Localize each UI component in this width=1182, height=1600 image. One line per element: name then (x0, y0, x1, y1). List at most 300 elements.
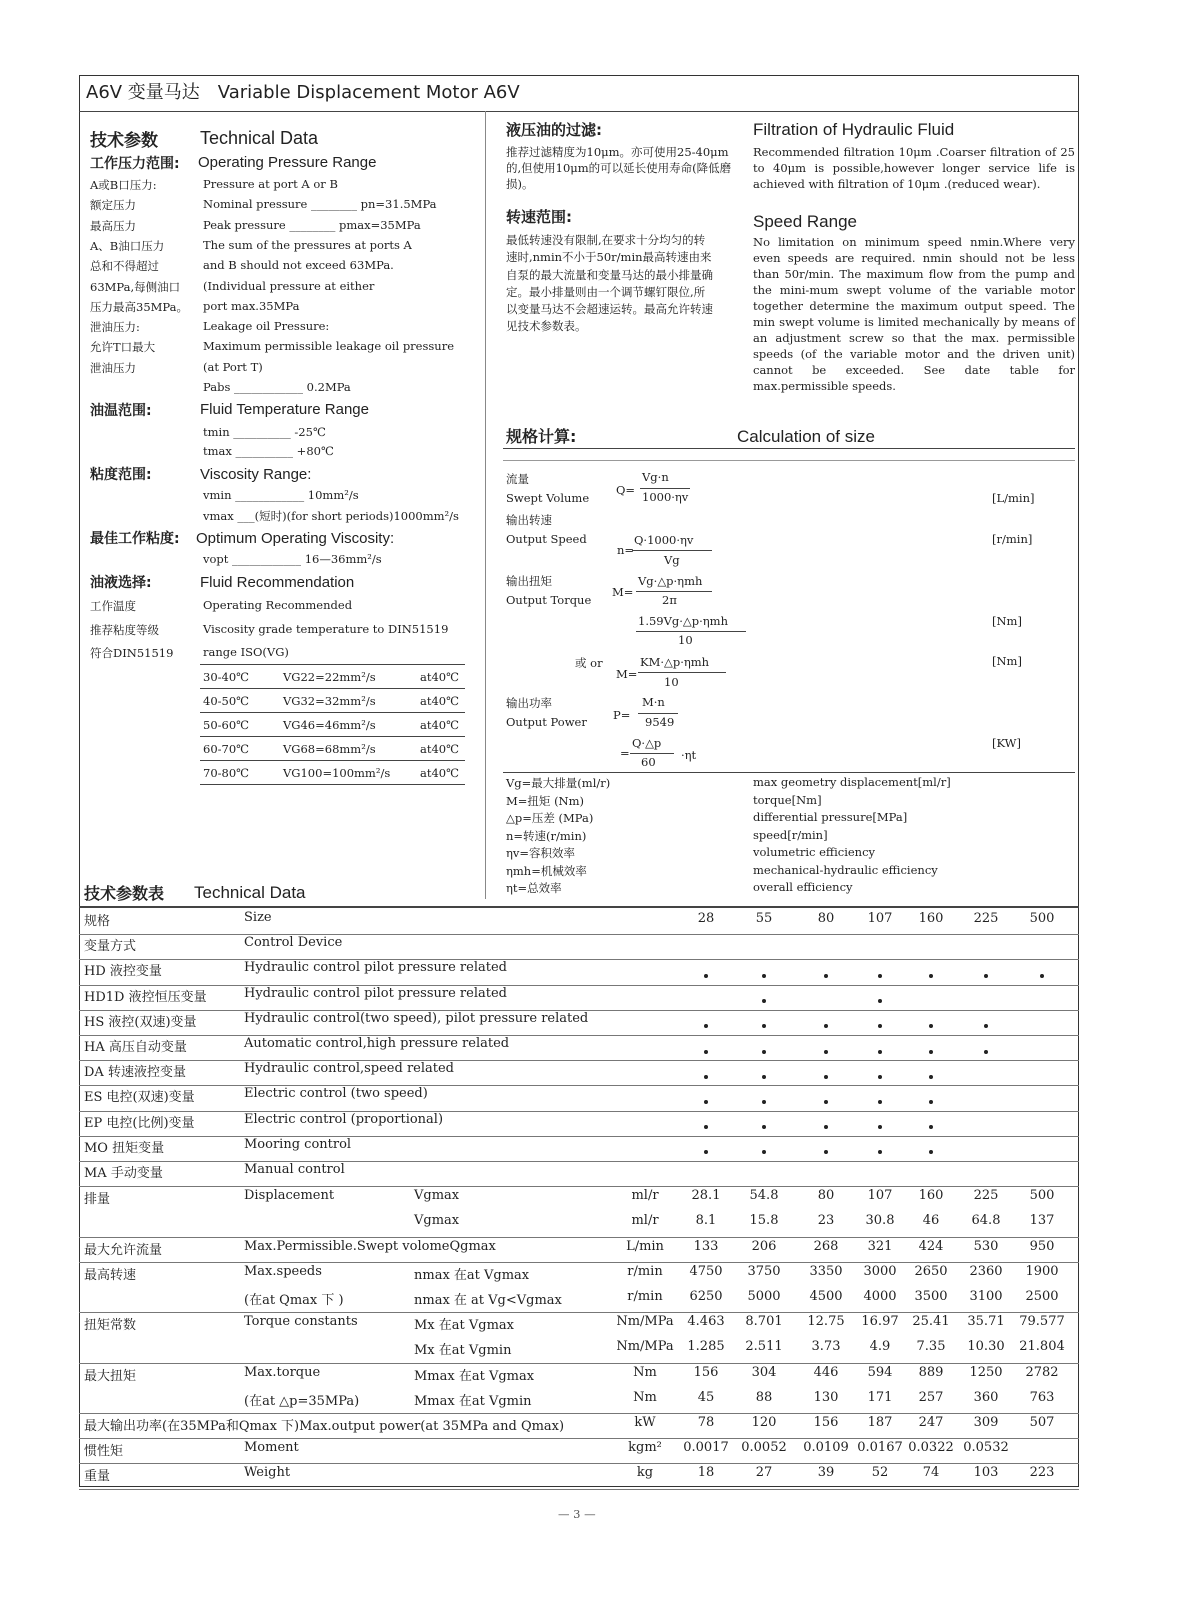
fluid-row-cn: 工作温度 (90, 599, 136, 613)
control-row-en: Electric control (proportional) (244, 1111, 444, 1127)
table-title-en: Technical Data (194, 883, 306, 902)
data-cell: 45 (697, 1389, 715, 1405)
pressure-row-cn: 63MPa,每侧油口 (90, 279, 181, 294)
data-cell: 5000 (747, 1289, 781, 1304)
data-row-en: Displacement (244, 1188, 335, 1204)
data-cell: 23 (817, 1213, 835, 1229)
data-row-symbol: nmax 在 at Vg<Vgmax (414, 1293, 562, 1308)
data-row-en: Max.torque (244, 1364, 321, 1380)
torque3-den: 10 (664, 675, 679, 689)
visc-table-grade: VG22=22mm²/s (283, 670, 376, 684)
pressure-row-en: (at Port T) (203, 359, 263, 374)
calc-divider-2 (503, 460, 1075, 461)
data-row-cn: 最大扭矩 (84, 1368, 137, 1384)
speed-title-en: Speed Range (753, 212, 857, 231)
control-row-en: Size (244, 910, 272, 925)
data-cell: 304 (751, 1364, 777, 1380)
availability-dot (878, 974, 882, 978)
visc-table-grade: VG68=68mm²/s (283, 742, 376, 756)
table-row-rule (79, 1312, 1079, 1313)
data-row-unit: L/min (626, 1238, 664, 1254)
data-cell: 39 (817, 1465, 835, 1481)
flow-en: Swept Volume (506, 491, 590, 505)
flow-den: 1000·ηv (642, 490, 689, 504)
data-row-unit: kg (636, 1465, 654, 1481)
control-row-en: Automatic control,high pressure related (244, 1036, 510, 1051)
availability-dot (704, 1050, 708, 1054)
pressure-row-cn: 最高压力 (90, 218, 136, 233)
power-en: Output Power (506, 715, 587, 729)
pressure-row-en: (Individual pressure at either (203, 278, 375, 293)
visc-table-rule (200, 712, 465, 713)
data-cell: 74 (922, 1465, 940, 1481)
visc-title-en: Viscosity Range: (200, 466, 312, 483)
legend-cn: Vg=最大排量(ml/r) (506, 776, 611, 790)
visc-table-at: at40℃ (420, 670, 459, 684)
availability-dot (762, 1100, 766, 1104)
data-cell: 15.8 (749, 1213, 779, 1229)
pressure-row-cn: 泄油压力 (90, 360, 136, 375)
data-cell: 52 (871, 1465, 889, 1481)
data-cell: 12.75 (807, 1314, 845, 1330)
data-cell: 2650 (914, 1263, 948, 1279)
size-header-cell: 107 (867, 911, 893, 926)
availability-dot (704, 1100, 708, 1104)
table-row-rule (79, 1111, 1079, 1112)
data-row-unit: kgm² (628, 1440, 662, 1456)
control-row-en: Hydraulic control pilot pressure related (244, 985, 507, 1001)
data-cell: 321 (867, 1238, 893, 1254)
data-cell: 225 (973, 1188, 999, 1204)
calc-title-cn: 规格计算: (506, 427, 577, 446)
filtration-text-cn: 推荐过滤精度为10μm。亦可使用25-40μm的,但使用10μm的可以延长使用寿命(降低磨损)。 (506, 145, 732, 191)
calc-title-en: Calculation of size (737, 427, 875, 446)
power-num: M·n (642, 695, 665, 709)
table-row-rule (79, 1035, 1079, 1036)
control-row-cn: HD 液控变量 (84, 964, 162, 980)
legend-en: differential pressure[MPa] (753, 810, 908, 824)
filtration-title-cn: 液压油的过滤: (506, 121, 602, 139)
torque-unit: [Nm] (992, 614, 1022, 628)
availability-dot (762, 1075, 766, 1079)
torque-en: Output Torque (506, 593, 592, 607)
legend-en: max geometry displacement[ml/r] (753, 775, 951, 789)
data-cell: 137 (1029, 1213, 1055, 1229)
data-cell: 0.0167 (857, 1440, 903, 1456)
control-row-en: Hydraulic control pilot pressure related (244, 960, 507, 976)
data-cell: 2782 (1025, 1364, 1059, 1380)
table-row-rule (79, 1186, 1079, 1187)
torque-den: 2π (662, 593, 677, 607)
data-cell: 27 (755, 1465, 773, 1481)
visc-table-temp: 60-70℃ (203, 742, 250, 756)
speed-en-label: Output Speed (506, 532, 587, 546)
data-cell: 88 (755, 1389, 773, 1405)
control-row-en: Hydraulic control(two speed), pilot pressure related (244, 1010, 589, 1026)
tech-title-cn: 技术参数 (90, 131, 158, 151)
pressure-row-en: Peak pressure ________ pmax=35MPa (203, 217, 421, 232)
fluid-row-cn: 符合DIN51519 (90, 646, 174, 660)
data-row-symbol: nmax 在at Vgmax (414, 1267, 530, 1283)
data-row-cn: 最大允许流量 (84, 1242, 163, 1258)
data-cell: 156 (693, 1364, 719, 1380)
data-cell: 2360 (969, 1263, 1003, 1279)
data-cell: 889 (918, 1364, 944, 1380)
torque3-unit: [Nm] (992, 654, 1022, 668)
header-divider (79, 111, 1079, 112)
control-row-en: Manual control (244, 1162, 345, 1177)
visc-table-rule (200, 760, 465, 761)
availability-dot (929, 1100, 933, 1104)
data-row-en: (在at △p=35MPa) (244, 1393, 360, 1409)
availability-dot (878, 1050, 882, 1054)
table-row-rule (79, 1363, 1079, 1364)
availability-dot (1040, 974, 1044, 978)
table-row-rule (79, 959, 1079, 960)
power2-fraction-bar (630, 753, 674, 754)
data-cell: 247 (918, 1415, 944, 1430)
pressure-row-en: Pabs ____________ 0.2MPa (203, 380, 351, 394)
visc-table-temp: 40-50℃ (203, 694, 250, 708)
data-cell: 4750 (689, 1263, 723, 1279)
opt-visc-cn: 最佳工作粘度: (90, 531, 180, 547)
fluid-row-en: Operating Recommended (203, 598, 353, 612)
data-row-en: Max.Permissible.Swept volomeQgmax (244, 1238, 496, 1254)
data-row-unit: Nm (633, 1364, 657, 1380)
data-row-cn: 重量 (84, 1469, 111, 1485)
pressure-row-cn: 允许T口最大 (90, 340, 156, 355)
control-row-cn: ES 电控(双速)变量 (84, 1090, 195, 1106)
torque-num: Vg·△p·ηmh (638, 574, 703, 588)
legend-en: speed[r/min] (753, 827, 828, 842)
data-cell: 2500 (1025, 1289, 1059, 1304)
table-row-rule (79, 1489, 1079, 1490)
flow-unit: [L/min] (992, 491, 1035, 505)
table-row-rule (79, 1463, 1079, 1464)
fluid-row-en: range ISO(VG) (203, 645, 289, 659)
data-row-unit: r/min (627, 1289, 663, 1304)
torque-fraction-bar (636, 591, 712, 592)
pressure-title-en: Operating Pressure Range (198, 154, 377, 171)
data-cell: 171 (867, 1389, 893, 1405)
control-row-en: Mooring control (244, 1136, 352, 1152)
legend-cn: ηmh=机械效率 (506, 863, 587, 878)
torque3-num: KM·△p·ηmh (640, 655, 710, 669)
column-divider (485, 111, 486, 899)
data-cell: 3.73 (811, 1339, 841, 1355)
tmin-row: tmin __________ -25℃ (203, 425, 326, 439)
availability-dot (984, 974, 988, 978)
data-row-cn: 最高转速 (84, 1267, 137, 1283)
power-unit: [KW] (992, 736, 1021, 750)
pressure-row-cn: 额定压力 (90, 198, 136, 213)
availability-dot (704, 974, 708, 978)
size-header-cell: 28 (697, 911, 715, 926)
legend-cn: ηv=容积效率 (506, 846, 576, 860)
data-cell: 4000 (863, 1289, 897, 1304)
table-row-rule (79, 1085, 1079, 1086)
data-cell: 6250 (689, 1289, 723, 1304)
power2-num: Q·△p (632, 736, 662, 750)
table-row-rule (79, 985, 1079, 986)
availability-dot (878, 1075, 882, 1079)
data-cell: 1250 (969, 1364, 1003, 1380)
data-cell: 79.577 (1019, 1314, 1065, 1330)
visc-table-grade: VG32=32mm²/s (283, 694, 376, 708)
opt-visc-en: Optimum Operating Viscosity: (196, 530, 395, 547)
size-header-cell: 160 (918, 911, 944, 926)
legend-en: overall efficiency (753, 880, 853, 894)
data-row-unit: Nm/MPa (616, 1339, 674, 1355)
data-cell: 206 (751, 1238, 777, 1254)
visc-table-temp: 70-80℃ (203, 766, 250, 780)
legend-en: mechanical-hydraulic efficiency (753, 862, 938, 877)
data-cell: 1.285 (687, 1339, 725, 1355)
data-row-symbol: Mmax 在at Vgmin (414, 1393, 532, 1409)
data-cell: 309 (973, 1415, 999, 1430)
visc-table-grade: VG100=100mm²/s (283, 766, 391, 780)
vmin-row: vmin ____________ 10mm²/s (203, 488, 359, 502)
page-number: — 3 — (558, 1507, 596, 1521)
data-cell: 3100 (969, 1289, 1003, 1304)
data-cell: 7.35 (916, 1339, 946, 1355)
pressure-row-en: Leakage oil Pressure: (203, 319, 330, 334)
power2-den: 60 (641, 755, 656, 769)
control-row-cn: 规格 (84, 914, 111, 929)
control-row-en: Hydraulic control,speed related (244, 1061, 454, 1077)
power-fraction-bar (638, 713, 678, 714)
data-cell: 0.0532 (963, 1440, 1009, 1456)
control-row-cn: MA 手动变量 (84, 1166, 163, 1181)
legend-en: torque[Nm] (753, 792, 822, 807)
data-row-symbol: Vgmax (414, 1213, 460, 1229)
data-cell: 78 (697, 1415, 715, 1430)
data-cell: 0.0109 (803, 1440, 849, 1456)
availability-dot (704, 1075, 708, 1079)
data-row-cn: 最大输出功率(在35MPa和Qmax 下)Max.output power(at 35MPa and Qmax) (84, 1419, 565, 1434)
table-row-rule (79, 1262, 1079, 1263)
data-row-en: Weight (244, 1465, 291, 1481)
vopt-row: vopt ____________ 16—36mm²/s (203, 552, 382, 566)
torque2-den: 10 (678, 633, 693, 647)
legend-cn: M=扭矩 (Nm) (506, 793, 585, 808)
legend-cn: ηt=总效率 (506, 881, 562, 895)
data-row-symbol: Mmax 在at Vgmax (414, 1368, 535, 1384)
data-cell: 530 (973, 1238, 999, 1254)
visc-table-rule (200, 664, 465, 665)
data-row-cn: 排量 (84, 1192, 111, 1208)
data-cell: 223 (1029, 1465, 1055, 1481)
size-header-cell: 225 (973, 911, 999, 926)
data-cell: 156 (813, 1415, 839, 1430)
data-cell: 594 (867, 1364, 893, 1380)
availability-dot (762, 974, 766, 978)
data-cell: 4500 (809, 1289, 843, 1304)
data-row-symbol: Mx 在at Vgmax (414, 1318, 515, 1334)
control-row-en: Control Device (244, 935, 343, 951)
speed-num: Q·1000·ηv (634, 533, 694, 547)
pressure-row-en: The sum of the pressures at ports A (203, 237, 412, 252)
or-label: 或 or (575, 656, 603, 670)
visc-table-at: at40℃ (420, 694, 459, 708)
oil-temp-cn: 油温范围: (90, 403, 152, 419)
fluid-title-en: Fluid Recommendation (200, 574, 355, 591)
data-cell: 120 (751, 1415, 777, 1430)
pressure-row-en: Nominal pressure ________ pn=31.5MPa (203, 197, 437, 212)
fluid-title-cn: 油液选择: (90, 575, 152, 591)
data-cell: 424 (918, 1238, 944, 1254)
data-cell: 500 (1029, 1188, 1055, 1204)
data-cell: 107 (867, 1188, 893, 1204)
data-row-unit: Nm (633, 1389, 657, 1405)
size-header-cell: 80 (817, 911, 835, 926)
data-cell: 25.41 (912, 1314, 950, 1330)
data-cell: 21.804 (1019, 1339, 1065, 1355)
data-cell: 35.71 (967, 1314, 1005, 1330)
speed-fraction-bar (632, 550, 712, 551)
vmax-row: vmax ___(短时)(for short periods)1000mm²/s (203, 509, 459, 523)
data-cell: 4.463 (687, 1314, 725, 1330)
pressure-row-en: Pressure at port A or B (203, 177, 338, 191)
data-cell: 54.8 (749, 1188, 779, 1204)
pressure-row-en: and B should not exceed 63MPa. (203, 258, 394, 273)
size-header-cell: 55 (755, 911, 773, 926)
table-row-rule (79, 1438, 1079, 1439)
availability-dot (929, 1050, 933, 1054)
table-row-rule (79, 1060, 1079, 1061)
data-cell: 360 (973, 1389, 999, 1405)
tmax-row: tmax __________ +80℃ (203, 444, 334, 458)
availability-dot (762, 1050, 766, 1054)
oil-temp-en: Fluid Temperature Range (200, 401, 369, 418)
visc-table-at: at40℃ (420, 742, 459, 756)
flow-num: Vg·n (642, 470, 669, 484)
availability-dot (929, 1075, 933, 1079)
data-cell: 507 (1029, 1415, 1055, 1430)
data-cell: 446 (813, 1364, 839, 1380)
data-cell: 103 (973, 1465, 999, 1481)
control-row-cn: EP 电控(比例)变量 (84, 1115, 195, 1131)
data-cell: 3350 (809, 1263, 843, 1279)
data-cell: 187 (867, 1415, 893, 1430)
fluid-row-cn: 推荐粘度等级 (90, 622, 159, 637)
data-cell: 80 (817, 1188, 835, 1204)
pressure-row-cn: 压力最高35MPa。 (90, 299, 188, 314)
data-cell: 268 (813, 1238, 839, 1254)
data-cell: 10.30 (967, 1339, 1005, 1355)
legend-en: volumetric efficiency (753, 845, 876, 859)
table-top-rule (79, 906, 1079, 908)
control-row-cn: DA 转速液控变量 (84, 1065, 186, 1081)
power-den: 9549 (645, 715, 675, 729)
table-title-cn: 技术参数表 (84, 884, 165, 903)
data-cell: 16.97 (861, 1314, 899, 1330)
availability-dot (878, 1100, 882, 1104)
pressure-row-cn: A、B油口压力 (90, 238, 165, 253)
pressure-row-cn: 总和不得超过 (90, 259, 159, 274)
data-cell: 2.511 (745, 1339, 783, 1355)
legend-divider (503, 772, 1075, 773)
data-cell: 160 (918, 1188, 944, 1204)
data-row-en: Max.speeds (244, 1263, 322, 1279)
data-row-unit: kW (634, 1415, 656, 1430)
speed-unit: [r/min] (992, 532, 1033, 546)
data-cell: 257 (918, 1389, 944, 1405)
visc-table-grade: VG46=46mm²/s (283, 718, 376, 732)
availability-dot (824, 1100, 828, 1104)
table-row-rule (79, 1413, 1079, 1414)
data-cell: 46 (922, 1213, 940, 1229)
size-header-cell: 500 (1029, 911, 1055, 926)
visc-table-temp: 30-40℃ (203, 670, 250, 684)
legend-cn: △p=压差 (MPa) (506, 811, 594, 825)
legend-cn: n=转速(r/min) (506, 828, 587, 843)
visc-title-cn: 粘度范围: (90, 467, 152, 483)
control-row-cn: 变量方式 (84, 939, 137, 955)
control-row-cn: MO 扭矩变量 (84, 1140, 165, 1156)
pressure-title-cn: 工作压力范围: (90, 156, 180, 172)
torque2-num: 1.59Vg·△p·ηmh (638, 614, 728, 628)
torque-cn: 输出扭矩 (506, 574, 552, 588)
table-row-rule (79, 1136, 1079, 1137)
filtration-title-en: Filtration of Hydraulic Fluid (753, 120, 955, 139)
data-row-unit: ml/r (631, 1188, 659, 1204)
data-cell: 4.9 (869, 1339, 891, 1355)
data-cell: 30.8 (865, 1213, 895, 1229)
data-row-en: Torque constants (244, 1314, 358, 1330)
control-row-cn: HD1D 液控恒压变量 (84, 989, 207, 1005)
data-cell: 18 (697, 1465, 715, 1481)
data-cell: 0.0052 (741, 1440, 787, 1456)
tech-title-en: Technical Data (200, 128, 319, 148)
power-cn: 输出功率 (506, 696, 552, 710)
data-row-unit: Nm/MPa (616, 1314, 674, 1330)
speed-text-en: No limitation on minimum speed nmin.Where very even speeds are required. nmin should not be less than 50r/min. The maximum flow from the pump and the mini-mum swept volume of the variable motor together determine the maximum output speed. The min swept volume is limited mechanically by means of an adjustment screw so that the max. permissible speeds (of the variable motor and the driven unit) cannot be exceeded. See date table for max.permissible speeds. (753, 235, 1075, 393)
availability-dot (984, 1050, 988, 1054)
data-row-cn: 惯性矩 (84, 1444, 124, 1460)
torque2-fraction-bar (636, 631, 746, 632)
speed-den: Vg (664, 553, 680, 567)
visc-table-rule (200, 784, 465, 785)
data-cell: 950 (1029, 1238, 1055, 1254)
table-row-rule (79, 934, 1079, 935)
visc-table-at: at40℃ (420, 766, 459, 780)
torque3-fraction-bar (638, 672, 726, 673)
control-row-cn: HS 液控(双速)变量 (84, 1014, 197, 1030)
data-row-symbol: Vgmax (414, 1188, 460, 1204)
availability-dot (824, 974, 828, 978)
control-row-en: Electric control (two speed) (244, 1086, 428, 1102)
fluid-row-en: Viscosity grade temperature to DIN51519 (203, 621, 449, 636)
data-row-cn: 扭矩常数 (84, 1318, 137, 1334)
availability-dot (824, 1050, 828, 1054)
table-row-rule (79, 1237, 1079, 1238)
data-row-symbol: Mx 在at Vgmin (414, 1343, 512, 1359)
availability-dot (929, 974, 933, 978)
speed-text-cn: 最低转速没有限制,在要求十分均匀的转速时,nmin不小于50r/min最高转速由来自泵的最大流量和变量马达的最小排量确定。最小排量则由一个调节螺钉限位,所以变量马达不会超速运转。最高允许转速见技术参数表。 (506, 233, 713, 334)
flow-cn: 流量 (506, 472, 529, 486)
data-cell: 3000 (863, 1263, 897, 1279)
data-cell: 3500 (914, 1289, 948, 1304)
data-cell: 0.0322 (908, 1440, 954, 1456)
data-cell: 8.1 (695, 1213, 717, 1229)
data-cell: 763 (1029, 1389, 1055, 1405)
data-cell: 133 (693, 1238, 719, 1254)
data-cell: 64.8 (971, 1213, 1001, 1229)
table-row-rule (79, 1161, 1079, 1162)
data-row-unit: ml/r (631, 1213, 659, 1229)
data-cell: 3750 (747, 1263, 781, 1279)
